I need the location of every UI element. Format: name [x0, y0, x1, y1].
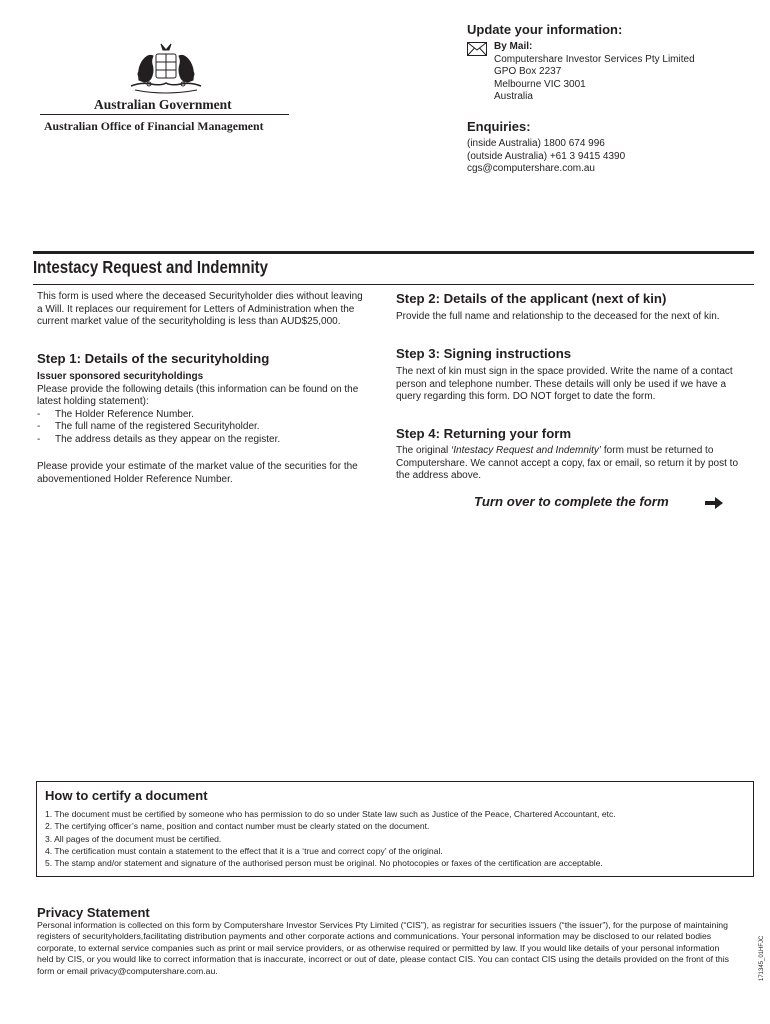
- address-line: Australia: [494, 91, 533, 103]
- step2-body: Provide the full name and relationship to the deceased for the next of kin.: [396, 311, 720, 322]
- step1-title: Step 1: Details of the securityholding: [37, 351, 270, 366]
- list-item: - The address details as they appear on the register.: [37, 434, 377, 447]
- list-item: - The Holder Reference Number.: [37, 409, 377, 422]
- list-item: 4. The certification must contain a statement to the effect that it is a ‘true and correct copy’ of the original.: [45, 845, 443, 856]
- intro-paragraph: This form is used where the deceased Securityholder dies without leaving a Will. It replaces our requirement for Letters of Administration when the current market value of the securityholding is less than AUD$25,000.: [37, 291, 363, 328]
- enquiry-email: cgs@computershare.com.au: [467, 163, 595, 175]
- coat-of-arms-icon: [125, 40, 207, 98]
- step2-title: Step 2: Details of the applicant (next of kin): [396, 291, 667, 306]
- list-item: 2. The certifying officer’s name, position and contact number must be clearly stated on the document.: [45, 821, 430, 832]
- address-line: Melbourne VIC 3001: [494, 78, 586, 90]
- list-item: 3. All pages of the document must be certified.: [45, 833, 222, 844]
- envelope-icon: [467, 42, 487, 56]
- privacy-title: Privacy Statement: [37, 905, 150, 920]
- by-mail-label: By Mail:: [494, 41, 533, 52]
- address-line: GPO Box 2237: [494, 66, 562, 78]
- title-top-rule: [33, 251, 754, 254]
- address-line: Computershare Investor Services Pty Limited: [494, 53, 695, 65]
- step4-form-name: ‘Intestacy Request and Indemnity’: [451, 445, 602, 456]
- arrow-right-icon: [704, 496, 724, 510]
- form-title: Intestacy Request and Indemnity: [33, 257, 269, 277]
- update-info-title: Update your information:: [467, 22, 623, 37]
- office-name: Australian Office of Financial Management: [44, 119, 264, 133]
- list-item: - The full name of the registered Securityholder.: [37, 421, 377, 434]
- step1-lead: Please provide the following details (this information can be found on the latest holding statement):: [37, 383, 359, 408]
- enquiries-block: [467, 138, 727, 176]
- enquiry-line: (inside Australia) 1800 674 996: [467, 138, 605, 149]
- enquiry-line: (outside Australia) +61 3 9415 4390: [467, 150, 626, 162]
- step1-body: [37, 371, 377, 447]
- certify-list: [45, 808, 750, 869]
- list-item: 5. The stamp and/or statement and signature of the authorised person must be original. No photocopies or faxes of the certification are acceptable.: [45, 858, 603, 869]
- step1-estimate: Please provide your estimate of the market value of the securities for the abovementioned Holder Reference Number.: [37, 461, 358, 485]
- certify-title: How to certify a document: [45, 788, 208, 803]
- turn-over-note: Turn over to complete the form: [474, 494, 669, 509]
- title-bottom-rule: [33, 284, 754, 285]
- step1-subtitle: Issuer sponsored securityholdings: [37, 371, 204, 382]
- step3-title: Step 3: Signing instructions: [396, 346, 572, 361]
- header-divider: [40, 114, 289, 115]
- list-item: 1. The document must be certified by someone who has permission to do so under State law such as Justice of the Peace, Chartered Accountant, etc.: [45, 809, 616, 819]
- step4-body-post: form must be returned to Computershare. We cannot accept a copy, fax or email, so return it by post to the address above.: [396, 445, 739, 482]
- step4-body: [396, 445, 741, 483]
- document-code: 171345_01HFJC: [759, 935, 765, 981]
- privacy-body: Personal information is collected on this form by Computershare Investor Services Pty Limited (“CIS”), as registrar for securities issuers (“the issuer”), for the purpose of maintaining registers of securityholders,facilitating distribution payments and other corporate actions and communications. Your personal information may be disclosed to our related bodies corporate, to external service companies such as print or mail service providers, or as otherwise required or permitted by law. If you would like details of your personal information held by CIS, or you would like to correct information that is inaccurate, incorrect or out of date, please contact CIS. You can contact CIS using the details provided on the front of this form or email privacy@computershare.com.au.: [37, 920, 729, 976]
- step4-title: Step 4: Returning your form: [396, 426, 572, 441]
- enquiries-title: Enquiries:: [467, 119, 531, 134]
- step3-body: The next of kin must sign in the space provided. Write the name of a contact person and telephone number. These details will only be used if we have a query regarding this form. DO NOT forget to date the form.: [396, 366, 733, 403]
- step4-body-pre: The original: [396, 445, 452, 456]
- government-name: Australian Government: [94, 97, 232, 112]
- mail-address-block: [494, 41, 754, 104]
- step1-list: [37, 409, 377, 447]
